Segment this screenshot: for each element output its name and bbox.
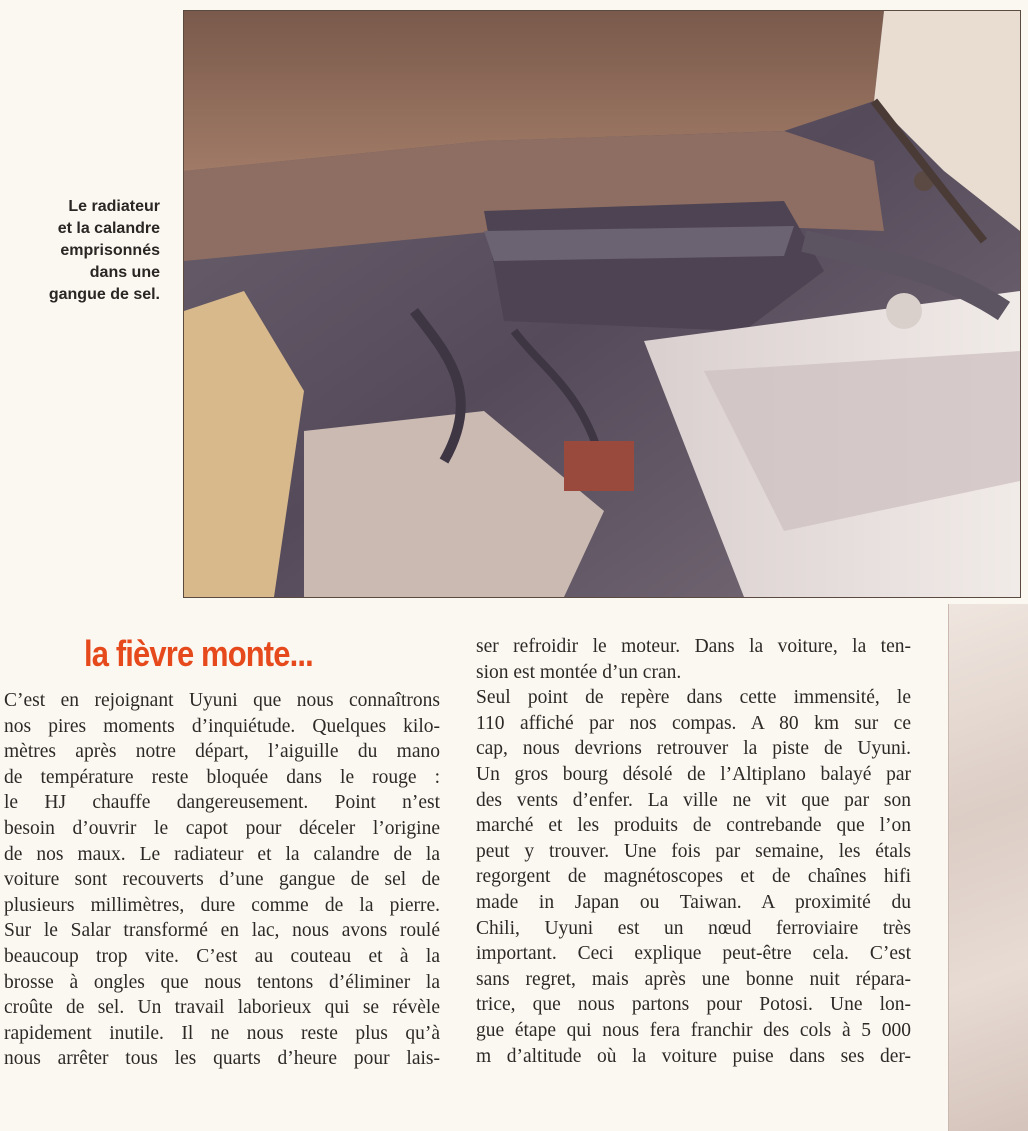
text-line: besoin d’ouvrir le capot pour déceler l’origine <box>4 817 440 839</box>
text-line: Un gros bourg désolé de l’Altiplano balayé par <box>476 763 911 785</box>
text-line: Sur le Salar transformé en lac, nous avons roulé <box>4 920 440 942</box>
text-line: plusieurs millimètres, dure comme de la pierre. <box>4 894 440 916</box>
article-column-right <box>476 634 911 1069</box>
text-line: 110 affiché par nos compas. A 80 km sur ce <box>476 712 911 734</box>
caption-line: gangue de sel. <box>48 286 160 303</box>
text-line: voiture sont recouverts d’une gangue de sel de <box>4 869 440 891</box>
text-line: marché et les produits de contrebande que l’on <box>476 815 911 837</box>
text-line: croûte de sel. Un travail laborieux qui se révèle <box>4 997 440 1019</box>
text-line: mètres après notre départ, l’aiguille du mano <box>4 741 440 763</box>
text-line: C’est en rejoignant Uyuni que nous connaîtrons <box>4 690 440 711</box>
caption-line: Le radiateur <box>68 198 160 215</box>
photo-caption <box>0 196 160 306</box>
text-line: made in Japan ou Taiwan. A proximité du <box>476 891 911 913</box>
text-line: regorgent de magnétoscopes et de chaînes hifi <box>476 866 911 888</box>
text-line: beaucoup trop vite. C’est au couteau et à la <box>4 945 440 967</box>
text-line: de température reste bloquée dans le rouge : <box>4 766 440 788</box>
engine-bay-photo <box>183 10 1021 598</box>
text-line: brosse à ongles que nous tentons d’éliminer la <box>4 971 440 993</box>
text-line: rapidement inutile. Il ne nous reste plus qu’à <box>4 1022 440 1044</box>
text-line: trice, que nous partons pour Potosi. Une lon- <box>476 994 911 1016</box>
caption-line: dans une <box>89 264 160 281</box>
text-line: des vents d’enfer. La ville ne vit que par son <box>476 789 911 811</box>
text-line: gue étape qui nous fera franchir des cols à 5 000 <box>476 1019 911 1041</box>
text-line: important. Ceci explique peut-être cela. C’est <box>476 943 911 965</box>
text-line: Chili, Uyuni est un nœud ferroviaire très <box>476 917 911 939</box>
text-line: nos pires moments d’inquiétude. Quelques kilo- <box>4 715 440 737</box>
engine-illustration <box>184 11 1020 597</box>
text-line: sion est montée d’un cran. <box>476 661 682 683</box>
text-line: sans regret, mais après une bonne nuit répara- <box>476 968 911 990</box>
text-line: de nos maux. Le radiateur et la calandre de la <box>4 843 440 865</box>
text-line: peut y trouver. Une fois par semaine, les étals <box>476 840 911 862</box>
text-line: ser refroidir le moteur. Dans la voiture, la ten- <box>476 636 911 657</box>
adjacent-photo-edge <box>948 604 1028 1131</box>
text-line: nous arrêter tous les quarts d’heure pour lais- <box>4 1048 440 1070</box>
article-column-left <box>4 688 440 1072</box>
text-line: Seul point de repère dans cette immensité, le <box>476 687 911 709</box>
caption-line: emprisonnés <box>60 242 160 259</box>
text-line: le HJ chauffe dangereusement. Point n’est <box>4 792 440 814</box>
text-line: cap, nous devrions retrouver la piste de Uyuni. <box>476 738 911 760</box>
caption-line: et la calandre <box>57 220 160 237</box>
text-line: m d’altitude où la voiture puise dans ses der- <box>476 1045 911 1067</box>
article-headline: la fièvre monte... <box>84 633 313 674</box>
